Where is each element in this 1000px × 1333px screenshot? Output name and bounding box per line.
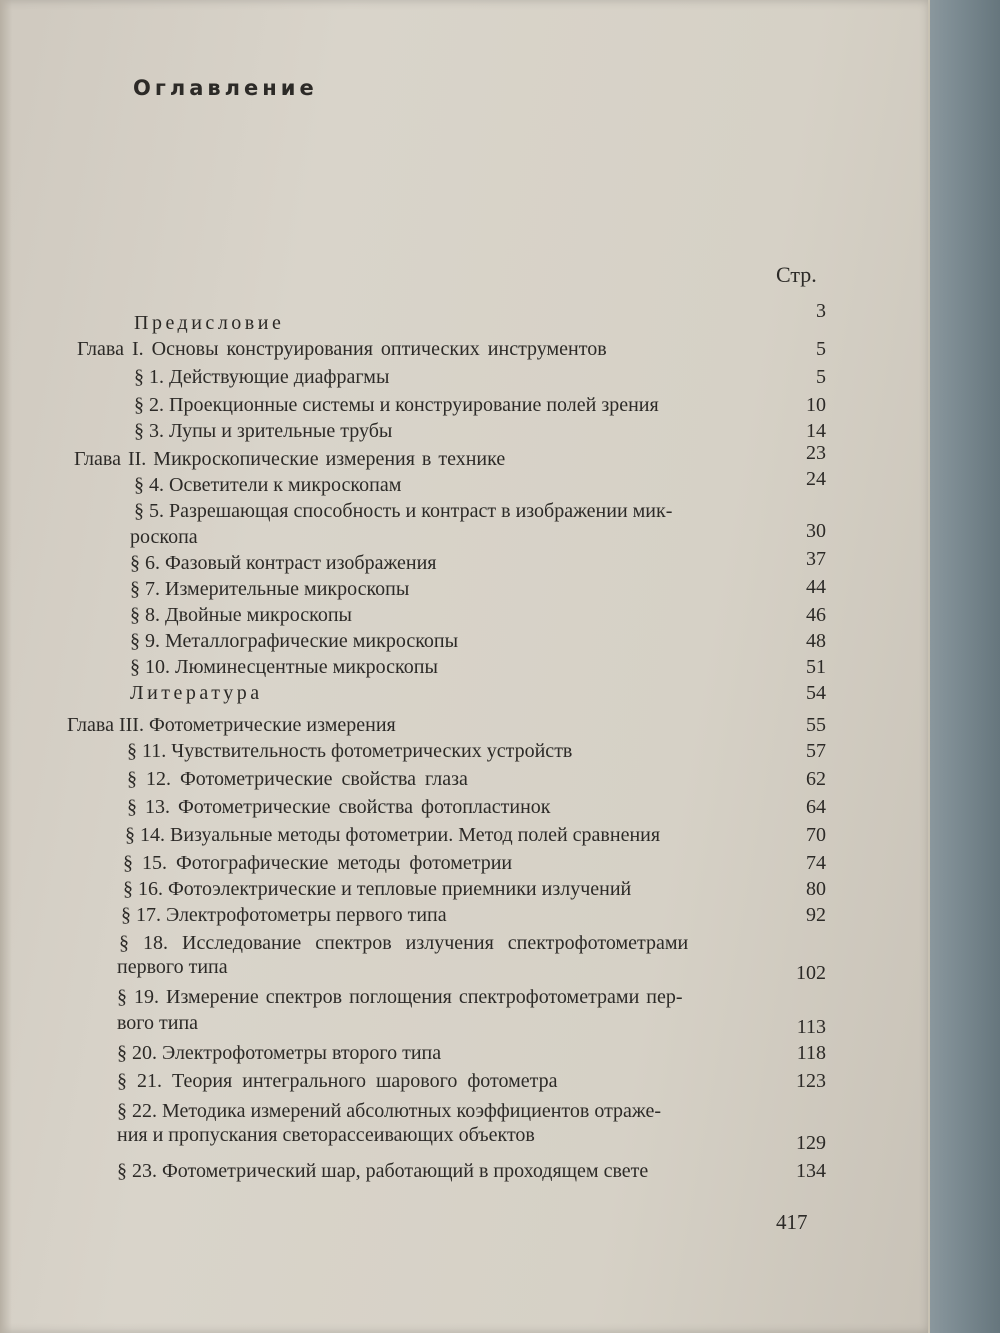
toc-entry-text: Глава I. Основы конструирования оптических инструментов	[77, 338, 607, 360]
toc-entry-text: § 5. Разрешающая способность и контраст в изображении мик-	[134, 500, 673, 522]
toc-row	[0, 932, 935, 958]
toc-row	[0, 852, 935, 878]
toc-entry-text: Глава III. Фотометрические измерения	[67, 714, 396, 736]
toc-row	[0, 394, 935, 420]
toc-entry-page: 70	[806, 824, 826, 846]
toc-entry-page: 64	[806, 796, 826, 818]
book-cover	[930, 0, 1000, 1333]
toc-entry-page: 46	[806, 604, 826, 626]
toc-entry-text: Глава II. Микроскопические измерения в технике	[74, 448, 506, 470]
toc-entry-text: § 8. Двойные микроскопы	[130, 604, 352, 626]
toc-entry-page: 24	[806, 468, 826, 490]
toc-entry-text: § 17. Электрофотометры первого типа	[121, 904, 447, 926]
toc-entry-text: § 10. Люминесцентные микроскопы	[130, 656, 438, 678]
toc-entry-page: 129	[796, 1132, 826, 1154]
toc-entry-page: 48	[806, 630, 826, 652]
toc-row	[0, 630, 935, 656]
toc-row	[0, 714, 935, 740]
page-number: 417	[776, 1210, 808, 1234]
toc-row	[0, 1070, 935, 1096]
toc-row	[0, 300, 935, 338]
toc-row	[0, 740, 935, 766]
toc-row	[0, 548, 935, 578]
toc-entry-text: § 3. Лупы и зрительные трубы	[134, 420, 393, 442]
toc-entry-page: 30	[806, 520, 826, 542]
toc-entry-page: 92	[806, 904, 826, 926]
toc-entry-text: § 1. Действующие диафрагмы	[134, 366, 390, 388]
page-title: Оглавление	[133, 76, 318, 100]
toc-entry-page: 80	[806, 878, 826, 900]
toc-row	[0, 682, 935, 708]
toc-row	[0, 604, 935, 630]
toc-entry-text: § 19. Измерение спектров поглощения спектрофотометрами пер-	[117, 986, 683, 1008]
toc-entry-text: § 11. Чувствительность фотометрических устройств	[127, 740, 573, 762]
toc-row	[0, 956, 935, 982]
toc-row	[0, 796, 935, 822]
toc-entry-page: 23	[806, 442, 826, 464]
toc-entry-text: Предисловие	[134, 312, 285, 334]
toc-entry-page: 123	[796, 1070, 826, 1092]
toc-entry-text: § 14. Визуальные методы фотометрии. Метод полей сравнения	[125, 824, 661, 846]
toc-row	[0, 986, 935, 1012]
toc-entry-page: 44	[806, 576, 826, 598]
toc-row	[0, 1012, 935, 1038]
toc-entry-text: роскопа	[130, 526, 198, 548]
toc-entry-text: § 16. Фотоэлектрические и тепловые приемники излучений	[123, 878, 632, 900]
toc-entry-page: 37	[806, 548, 826, 570]
toc-entry-page: 102	[796, 962, 826, 984]
toc-row	[0, 824, 935, 850]
toc-entry-page: 118	[796, 1042, 826, 1064]
toc-row	[0, 1100, 935, 1126]
toc-row	[0, 1160, 935, 1186]
toc-entry-text: первого типа	[117, 956, 228, 978]
toc-entry-page: 113	[796, 1016, 826, 1038]
toc-row	[0, 768, 935, 794]
toc-row	[0, 468, 935, 500]
toc-entry-text: вого типа	[117, 1012, 199, 1034]
toc-entry-page: 14	[806, 420, 826, 442]
toc-entry-text: § 13. Фотометрические свойства фотопластинок	[127, 796, 551, 818]
toc-entry-page: 5	[816, 338, 826, 360]
toc-entry-page: 57	[806, 740, 826, 762]
page-column-label: Стр.	[776, 262, 817, 287]
toc-entry-text: § 9. Металлографические микроскопы	[130, 630, 459, 652]
toc-entry-page: 54	[806, 682, 826, 704]
toc-row	[0, 878, 935, 904]
toc-row	[0, 366, 935, 392]
toc-entry-page: 5	[816, 366, 826, 388]
toc-entry-page: 74	[806, 852, 826, 874]
toc-entry-text: § 7. Измерительные микроскопы	[130, 578, 410, 600]
toc-entry-text: § 12. Фотометрические свойства глаза	[127, 768, 468, 790]
toc-entry-text: § 21. Теория интегрального шарового фотометра	[117, 1070, 558, 1092]
toc-row	[0, 1124, 935, 1154]
toc-row	[0, 904, 935, 930]
toc-entry-page: 134	[796, 1160, 826, 1182]
toc-row	[0, 338, 935, 364]
toc-entry-page: 51	[806, 656, 826, 678]
toc-entry-text: § 2. Проекционные системы и конструирование полей зрения	[134, 394, 659, 416]
toc-entry-text: § 20. Электрофотометры второго типа	[117, 1042, 442, 1064]
toc-entry-text: § 6. Фазовый контраст изображения	[130, 552, 437, 574]
toc-entry-page: 3	[816, 300, 826, 322]
toc-entry-page: 10	[806, 394, 826, 416]
toc-row	[0, 1042, 935, 1068]
toc-entry-text: § 18. Исследование спектров излучения спектрофотометрами	[119, 932, 689, 954]
toc-entry-text: ния и пропускания светорассеивающих объектов	[117, 1124, 535, 1146]
toc-entry-page: 62	[806, 768, 826, 790]
toc-entry-text: Литература	[130, 682, 263, 704]
toc-entry-page: 55	[806, 714, 826, 736]
toc-row	[0, 578, 935, 604]
toc-entry-text: § 4. Осветители к микроскопам	[134, 474, 402, 496]
toc-entry-text: § 15. Фотографические методы фотометрии	[123, 852, 513, 874]
toc-entry-text: § 23. Фотометрический шар, работающий в проходящем свете	[117, 1160, 649, 1182]
toc-entry-text: § 22. Методика измерений абсолютных коэффициентов отраже-	[117, 1100, 662, 1122]
toc-row	[0, 656, 935, 682]
